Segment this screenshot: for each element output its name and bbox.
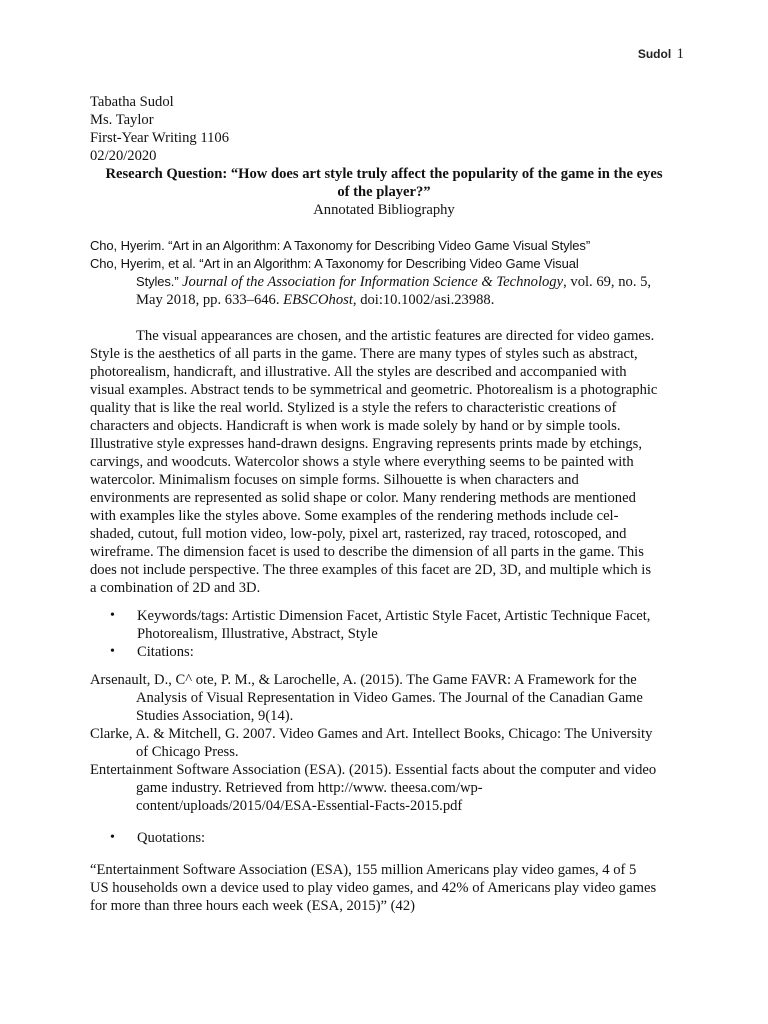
database-name: EBSCOhost (283, 292, 353, 308)
citation-line-1: Cho, Hyerim. “Art in an Algorithm: A Taxonomy for Describing Video Game Visual Styles” (90, 238, 591, 253)
reference-list (90, 671, 678, 815)
citation-date-pages: May 2018, pp. 633–646. (136, 292, 284, 308)
summary-line: visual examples. Abstract tends to be symmetrical and geometric. Photorealism is a photographic (90, 382, 658, 398)
research-question-line-2: of the player?” (337, 184, 431, 200)
citation-styles: Styles.” (136, 274, 183, 289)
citation-doi: , doi:10.1002/asi.23988. (352, 292, 495, 308)
summary-line: carvings, and woodcuts. Watercolor shows a style where everything seems to be painted with (90, 454, 634, 470)
citation-line-4 (90, 291, 678, 309)
quotation-line: “Entertainment Software Association (ESA), 155 million Americans play video games, 4 of 5 (90, 862, 637, 878)
reference-line: content/uploads/2015/04/ESA-Essential-Facts-2015.pdf (136, 798, 463, 814)
summary-line: environments are represented as solid shape or color. Many rendering methods are mentioned (90, 490, 636, 506)
summary-line: characters and objects. Handicraft is when work is made solely by hand or by simple tools. (90, 418, 621, 434)
summary-line: does not include perspective. The three examples of this facet are 2D, 3D, and multiple which is (90, 562, 652, 578)
reference-entry (90, 725, 678, 761)
keywords-line-1: • Keywords/tags: Artistic Dimension Facet, Artistic Style Facet, Artistic Technique Facet, (137, 608, 651, 624)
summary-line: shaded, cutout, full motion video, low-poly, pixel art, rasterized, ray traced, rotoscoped, and (90, 526, 627, 542)
document-body (90, 93, 678, 915)
teacher-name: Ms. Taylor (90, 112, 154, 128)
citations-label: • Citations: (110, 643, 678, 661)
keywords-item (110, 607, 678, 643)
reference-line: game industry. Retrieved from http://www. theesa.com/wp- (136, 780, 483, 796)
reference-entry (90, 761, 678, 815)
summary-line: wireframe. The dimension facet is used to describe the dimension of all parts in the game. This (90, 544, 644, 560)
citation-line-3 (90, 273, 678, 291)
summary-line: watercolor. Minimalism focuses on simple forms. Silhouette is when characters and (90, 472, 579, 488)
summary-line: quality that is like the real world. Stylized is a style the refers to characteristic creations of (90, 400, 617, 416)
reference-entry (90, 671, 678, 725)
reference-line: Analysis of Visual Representation in Video Games. The Journal of the Canadian Game (136, 690, 643, 706)
research-question-line-1: Research Question: “How does art style truly affect the popularity of the game in the eyes (105, 166, 663, 182)
citation-line-2 (90, 255, 678, 273)
keywords-line-2: Photorealism, Illustrative, Abstract, Style (137, 626, 378, 642)
date: 02/20/2020 (90, 148, 157, 164)
summary-paragraph (90, 327, 678, 597)
reference-line: Entertainment Software Association (ESA). (2015). Essential facts about the computer and video (90, 762, 657, 778)
summary-line: The visual appearances are chosen, and the artistic features are directed for video games. (136, 328, 655, 344)
citation-volume: , vol. 69, no. 5, (563, 274, 652, 290)
quotations-list (90, 829, 678, 847)
summary-line: with examples like the styles above. Some examples of the rendering methods include cel- (90, 508, 619, 524)
summary-line: Style is the aesthetics of all parts in the game. There are many types of styles such as abstract, (90, 346, 638, 362)
reference-line: Clarke, A. & Mitchell, G. 2007. Video Games and Art. Intellect Books, Chicago: The University (90, 726, 653, 742)
summary-line: Illustrative style expresses hand-drawn designs. Engraving represents prints made by etchings, (90, 436, 642, 452)
reference-line: Arsenault, D., C^ ote, P. M., & Larochelle, A. (2015). The Game FAVR: A Framework for the (90, 672, 637, 688)
quotation-paragraph (90, 861, 678, 915)
citation-line-2-text: Cho, Hyerim, et al. “Art in an Algorithm: A Taxonomy for Describing Video Game Visual (90, 256, 579, 271)
course-name: First-Year Writing 1106 (90, 130, 230, 146)
summary-line: a combination of 2D and 3D. (90, 580, 261, 596)
student-name: Tabatha Sudol (90, 94, 174, 110)
quotations-label: • Quotations: (110, 829, 678, 847)
page-number: 1 (676, 46, 684, 62)
document-title: Annotated Bibliography (313, 202, 455, 218)
summary-line: photorealism, handicraft, and illustrative. All the styles are described and accompanied with (90, 364, 627, 380)
quotation-line: US households own a device used to play video games, and 42% of Americans play video games (90, 880, 657, 896)
running-head-author: Sudol (637, 47, 672, 61)
reference-line: Studies Association, 9(14). (136, 708, 294, 724)
quotation-line: for more than three hours each week (ESA, 2015)” (42) (90, 898, 415, 914)
journal-title: Journal of the Association for Information Science & Technology (182, 274, 564, 290)
reference-line: of Chicago Press. (136, 744, 239, 760)
keywords-list (90, 607, 678, 661)
running-head (638, 46, 684, 63)
